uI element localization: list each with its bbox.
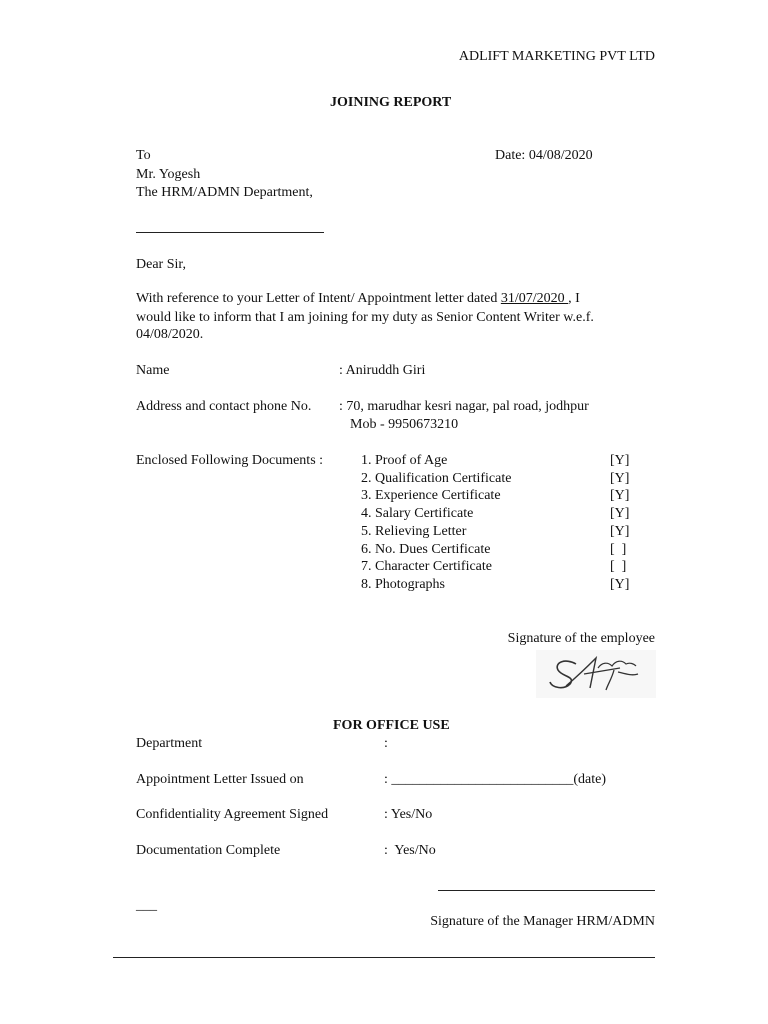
office-row-label: Appointment Letter Issued on	[136, 772, 304, 787]
name-label: Name	[136, 363, 170, 378]
document-item: 7. Character Certificate	[361, 559, 492, 574]
office-use-heading: FOR OFFICE USE	[333, 718, 450, 733]
document-mark: [ ]	[610, 542, 627, 557]
body-line-2: would like to inform that I am joining for my duty as Senior Content Writer w.e.f.	[136, 310, 594, 325]
letter-date: Date: 04/08/2020	[495, 148, 593, 163]
body-line-1-end: , I	[568, 291, 580, 306]
short-rule: ___	[136, 898, 157, 913]
recipient-name: Mr. Yogesh	[136, 167, 201, 182]
to-label: To	[136, 148, 151, 163]
loi-date: 31/07/2020	[500, 291, 569, 306]
document-mark: [Y]	[610, 524, 630, 539]
manager-signature-rule	[438, 890, 655, 891]
document-item: 6. No. Dues Certificate	[361, 542, 491, 557]
employee-signature-image	[536, 650, 656, 698]
employee-signature-label: Signature of the employee	[507, 631, 655, 646]
salutation: Dear Sir,	[136, 257, 186, 272]
address-value: : 70, marudhar kesri nagar, pal road, jodhpur	[339, 399, 589, 414]
body-line-1	[136, 290, 580, 307]
document-mark: [ ]	[610, 559, 627, 574]
document-mark: [Y]	[610, 577, 630, 592]
company-name: ADLIFT MARKETING PVT LTD	[458, 49, 655, 64]
address-rule	[136, 232, 324, 233]
footer-rule	[113, 957, 655, 958]
phone-value: Mob - 9950673210	[350, 417, 459, 432]
document-mark: [Y]	[610, 453, 630, 468]
document-item: 1. Proof of Age	[361, 453, 448, 468]
document-item: 3. Experience Certificate	[361, 488, 501, 503]
office-row-value: :	[384, 736, 388, 751]
office-row-label: Department	[136, 736, 203, 751]
document-item: 8. Photographs	[361, 577, 445, 592]
recipient-department: The HRM/ADMN Department,	[136, 185, 313, 200]
document-item: 5. Relieving Letter	[361, 524, 467, 539]
document-item: 2. Qualification Certificate	[361, 471, 512, 486]
document-mark: [Y]	[610, 506, 630, 521]
body-line-3: 04/08/2020.	[136, 327, 204, 342]
name-value: : Aniruddh Giri	[339, 363, 426, 378]
office-row-value: : __________________________(date)	[384, 772, 607, 787]
document-mark: [Y]	[610, 471, 630, 486]
manager-signature-label: Signature of the Manager HRM/ADMN	[430, 914, 655, 929]
document-title: JOINING REPORT	[330, 95, 452, 110]
document-item: 4. Salary Certificate	[361, 506, 474, 521]
documents-label: Enclosed Following Documents :	[136, 453, 324, 468]
office-row-value: : Yes/No	[384, 843, 436, 858]
address-label: Address and contact phone No.	[136, 399, 312, 414]
document-mark: [Y]	[610, 488, 630, 503]
office-row-value: : Yes/No	[384, 807, 433, 822]
office-row-label: Documentation Complete	[136, 843, 281, 858]
body-line-1-text: With reference to your Letter of Intent/ Appointment letter dated	[136, 291, 501, 306]
office-row-label: Confidentiality Agreement Signed	[136, 807, 329, 822]
